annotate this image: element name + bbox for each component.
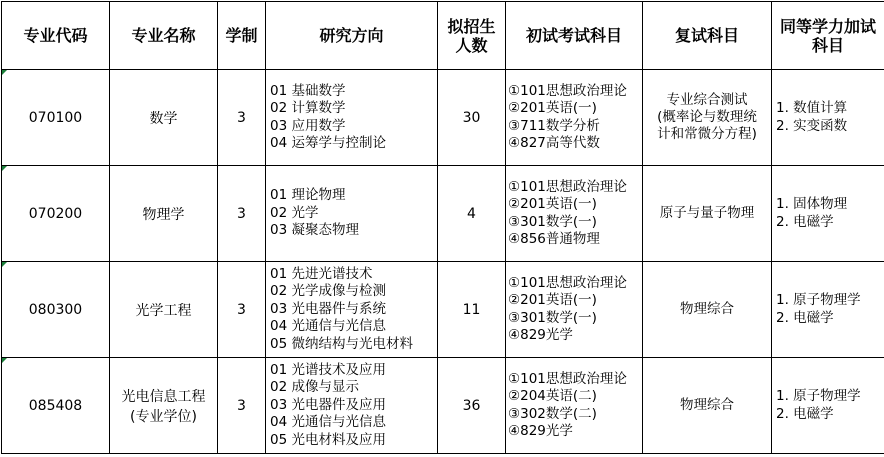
program-code: 080300 — [28, 301, 83, 318]
exam-subject: ①101思想政治理论 — [508, 274, 627, 291]
duration-cell — [218, 166, 266, 262]
program-code-cell — [2, 262, 110, 358]
directions-cell — [266, 70, 438, 166]
directions-cell — [266, 358, 438, 454]
duration: 3 — [237, 397, 246, 414]
enroll-cell — [438, 166, 506, 262]
equivalent-subject: 2. 实变函数 — [776, 117, 848, 134]
exam-subject: ①101思想政治理论 — [508, 82, 627, 99]
table-row — [2, 70, 884, 166]
cell-comment-marker — [2, 70, 7, 75]
program-name-cell — [110, 358, 218, 454]
header-enroll-text: 拟招生人数 — [447, 16, 496, 55]
direction-item: 02 光学成像与检测 — [270, 283, 386, 300]
program-name: 物理学 — [142, 206, 185, 223]
header-code: 专业代码 — [2, 2, 110, 70]
directions-cell — [266, 262, 438, 358]
direction-item: 01 先进光谱技术 — [270, 265, 373, 282]
exam-subject: ④829光学 — [508, 423, 573, 439]
equivalent-subject: 2. 电磁学 — [776, 213, 834, 230]
cell-comment-marker — [2, 262, 7, 267]
retest-line: 计和常微分方程) — [657, 126, 757, 142]
program-code-cell — [2, 358, 110, 454]
exam-subject: ②201英语(一) — [508, 292, 597, 308]
program-name-cell — [110, 166, 218, 262]
header-duration: 学制 — [218, 2, 266, 70]
retest-line: 专业综合测试 — [666, 92, 748, 108]
direction-item: 04 光通信与光信息 — [270, 414, 386, 431]
program-name: 数学 — [149, 110, 178, 127]
exam-subject: ①101思想政治理论 — [508, 370, 627, 387]
retest-line: 物理综合 — [680, 397, 734, 413]
cell-comment-marker — [2, 166, 7, 171]
initial-exam-cell — [506, 70, 643, 166]
program-table — [1, 1, 884, 454]
duration: 3 — [237, 301, 246, 318]
program-code: 070100 — [28, 109, 83, 126]
exam-subject: ④829光学 — [508, 327, 573, 343]
equivalent-subject: 1. 数值计算 — [776, 100, 848, 116]
program-name-cell — [110, 262, 218, 358]
equivalent-subject: 2. 电磁学 — [776, 405, 834, 422]
retest-cell — [643, 70, 772, 166]
table-row — [2, 262, 884, 358]
program-code-cell — [2, 166, 110, 262]
enroll-cell — [438, 70, 506, 166]
direction-item: 02 成像与显示 — [270, 379, 359, 396]
direction-item: 04 运筹学与控制论 — [270, 135, 386, 151]
retest-cell — [643, 262, 772, 358]
duration: 3 — [237, 109, 246, 126]
exam-subject: ④856普通物理 — [508, 231, 600, 247]
equivalent-subject: 1. 原子物理学 — [776, 388, 861, 404]
cell-comment-marker — [2, 358, 7, 363]
direction-item: 01 光谱技术及应用 — [270, 361, 386, 378]
header-direction: 研究方向 — [266, 2, 438, 70]
enroll-count: 11 — [462, 301, 481, 318]
enroll-cell — [438, 358, 506, 454]
exam-subject: ③301数学(一) — [508, 213, 597, 230]
table-row — [2, 358, 884, 454]
program-code-cell — [2, 70, 110, 166]
direction-item: 01 基础数学 — [270, 82, 346, 99]
equivalent-cell — [772, 166, 884, 262]
program-name: 光电信息工程 — [121, 388, 206, 405]
duration-cell — [218, 262, 266, 358]
direction-item: 02 计算数学 — [270, 100, 346, 116]
duration-cell — [218, 70, 266, 166]
direction-item: 02 光学 — [270, 204, 319, 221]
header-retest: 复试科目 — [643, 2, 772, 70]
direction-item: 03 光电器件与系统 — [270, 300, 386, 317]
header-equivalent — [772, 2, 884, 70]
duration: 3 — [237, 205, 246, 222]
initial-exam-cell — [506, 262, 643, 358]
direction-item: 04 光通信与光信息 — [270, 318, 386, 335]
initial-exam-cell — [506, 166, 643, 262]
duration-cell — [218, 358, 266, 454]
equivalent-subject: 2. 电磁学 — [776, 309, 834, 326]
equivalent-cell — [772, 358, 884, 454]
exam-subject: ①101思想政治理论 — [508, 178, 627, 195]
exam-subject: ②204英语(二) — [508, 388, 597, 404]
direction-item: 01 理论物理 — [270, 187, 346, 204]
header-name: 专业名称 — [110, 2, 218, 70]
table-row — [2, 166, 884, 262]
header-initial-exam: 初试考试科目 — [506, 2, 643, 70]
exam-subject: ②201英语(一) — [508, 100, 597, 116]
exam-subject: ③301数学(一) — [508, 309, 597, 326]
program-name-note: (专业学位) — [130, 408, 197, 425]
initial-exam-cell — [506, 358, 643, 454]
direction-item: 03 光电器件及应用 — [270, 396, 386, 413]
program-name: 光学工程 — [135, 302, 192, 319]
program-code: 070200 — [28, 205, 83, 222]
exam-subject: ③302数学(二) — [508, 405, 597, 422]
equivalent-cell — [772, 70, 884, 166]
direction-item: 05 光电材料及应用 — [270, 431, 386, 448]
retest-cell — [643, 358, 772, 454]
equivalent-cell — [772, 262, 884, 358]
directions-cell — [266, 166, 438, 262]
program-code: 085408 — [28, 397, 83, 414]
equivalent-subject: 1. 原子物理学 — [776, 292, 861, 308]
retest-cell — [643, 166, 772, 262]
enroll-cell — [438, 262, 506, 358]
exam-subject: ②201英语(一) — [508, 196, 597, 212]
direction-item: 03 凝聚态物理 — [270, 222, 359, 239]
retest-line: (概率论与数理统 — [657, 109, 757, 125]
direction-item: 05 微纳结构与光电材料 — [270, 335, 413, 352]
header-row — [2, 2, 884, 70]
header-enroll — [438, 2, 506, 70]
enroll-count: 4 — [467, 205, 476, 222]
direction-item: 03 应用数学 — [270, 117, 346, 134]
equivalent-subject: 1. 固体物理 — [776, 196, 848, 212]
header-equivalent-text: 同等学力加试科目 — [780, 16, 877, 55]
program-name-cell — [110, 70, 218, 166]
exam-subject: ④827高等代数 — [508, 135, 600, 151]
retest-line: 物理综合 — [680, 301, 734, 317]
exam-subject: ③711数学分析 — [508, 117, 600, 134]
retest-line: 原子与量子物理 — [659, 205, 755, 221]
enroll-count: 30 — [462, 109, 481, 126]
enroll-count: 36 — [462, 397, 481, 414]
